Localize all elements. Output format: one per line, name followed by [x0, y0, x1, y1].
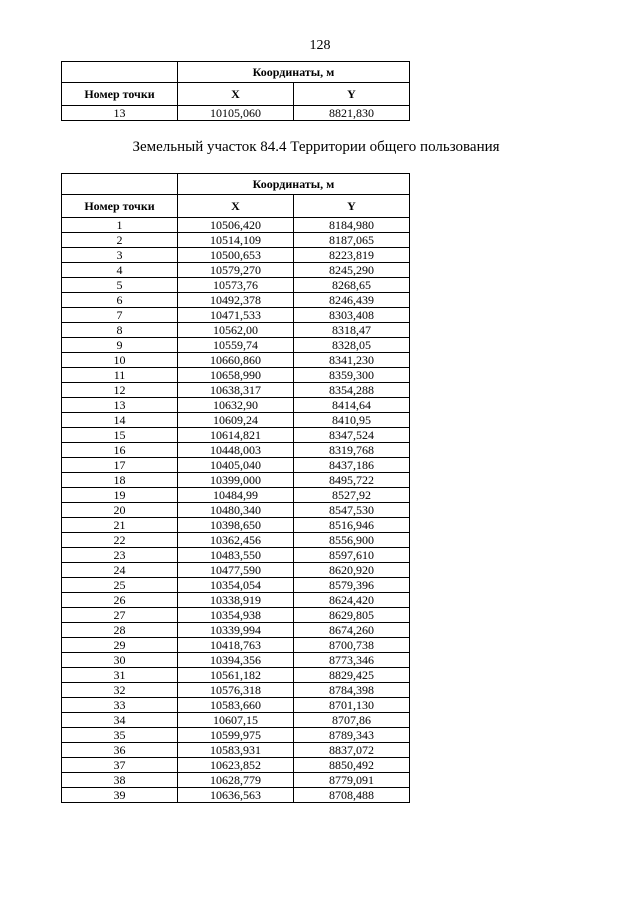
point-number-cell: 17 — [62, 458, 178, 473]
table-row — [62, 563, 410, 578]
x-coordinate-cell: 10338,919 — [178, 593, 294, 608]
point-number-cell: 5 — [62, 278, 178, 293]
x-coordinate-cell: 10362,456 — [178, 533, 294, 548]
x-coordinate-cell: 10599,975 — [178, 728, 294, 743]
table-row — [62, 593, 410, 608]
table-row — [62, 383, 410, 398]
table-row — [62, 728, 410, 743]
point-number-cell: 38 — [62, 773, 178, 788]
x-coordinate-cell: 10628,779 — [178, 773, 294, 788]
y-coordinate-cell: 8597,610 — [294, 548, 410, 563]
x-coordinate-cell: 10105,060 — [178, 106, 294, 121]
table-row — [62, 278, 410, 293]
x-coordinate-cell: 10484,99 — [178, 488, 294, 503]
page-number: 128 — [309, 38, 331, 53]
x-column-header: X — [178, 83, 294, 106]
point-number-cell: 7 — [62, 308, 178, 323]
point-number-cell: 13 — [62, 106, 178, 121]
table-row — [62, 338, 410, 353]
table-row — [62, 743, 410, 758]
section-title: Земельный участок 84.4 Территории общего пользования — [132, 139, 500, 155]
x-coordinate-cell: 10623,852 — [178, 758, 294, 773]
x-coordinate-cell: 10492,378 — [178, 293, 294, 308]
x-coordinate-cell: 10483,550 — [178, 548, 294, 563]
table-row — [62, 788, 410, 803]
y-coordinate-cell: 8437,186 — [294, 458, 410, 473]
x-coordinate-cell: 10471,533 — [178, 308, 294, 323]
x-coordinate-cell: 10583,931 — [178, 743, 294, 758]
table-row — [62, 518, 410, 533]
point-number-cell: 18 — [62, 473, 178, 488]
empty-header-cell — [62, 62, 178, 83]
point-number-cell: 10 — [62, 353, 178, 368]
y-coordinate-cell: 8620,920 — [294, 563, 410, 578]
y-coordinate-cell: 8347,524 — [294, 428, 410, 443]
table-row — [62, 308, 410, 323]
y-coordinate-cell: 8624,420 — [294, 593, 410, 608]
point-number-cell: 28 — [62, 623, 178, 638]
empty-header-cell — [62, 174, 178, 195]
point-number-cell: 1 — [62, 218, 178, 233]
x-coordinate-cell: 10576,318 — [178, 683, 294, 698]
point-number-cell: 12 — [62, 383, 178, 398]
point-number-header: Номер точки — [62, 195, 178, 218]
point-number-cell: 13 — [62, 398, 178, 413]
y-coordinate-cell: 8837,072 — [294, 743, 410, 758]
x-coordinate-cell: 10477,590 — [178, 563, 294, 578]
y-coordinate-cell: 8246,439 — [294, 293, 410, 308]
y-coordinate-cell: 8829,425 — [294, 668, 410, 683]
point-number-cell: 25 — [62, 578, 178, 593]
table-row — [62, 668, 410, 683]
table-row — [62, 218, 410, 233]
point-number-cell: 11 — [62, 368, 178, 383]
x-coordinate-cell: 10614,821 — [178, 428, 294, 443]
x-coordinate-cell: 10660,860 — [178, 353, 294, 368]
x-coordinate-cell: 10561,182 — [178, 668, 294, 683]
y-coordinate-cell: 8708,488 — [294, 788, 410, 803]
point-number-header: Номер точки — [62, 83, 178, 106]
point-number-cell: 31 — [62, 668, 178, 683]
point-number-cell: 26 — [62, 593, 178, 608]
point-number-cell: 29 — [62, 638, 178, 653]
point-number-cell: 15 — [62, 428, 178, 443]
table-row — [62, 623, 410, 638]
x-coordinate-cell: 10339,994 — [178, 623, 294, 638]
point-number-cell: 21 — [62, 518, 178, 533]
x-coordinate-cell: 10394,356 — [178, 653, 294, 668]
point-number-cell: 36 — [62, 743, 178, 758]
point-number-cell: 23 — [62, 548, 178, 563]
x-coordinate-cell: 10399,000 — [178, 473, 294, 488]
table-row — [62, 323, 410, 338]
y-coordinate-cell: 8773,346 — [294, 653, 410, 668]
y-coordinate-cell: 8547,530 — [294, 503, 410, 518]
point-number-cell: 4 — [62, 263, 178, 278]
x-coordinate-cell: 10559,74 — [178, 338, 294, 353]
y-coordinate-cell: 8318,47 — [294, 323, 410, 338]
y-coordinate-cell: 8359,300 — [294, 368, 410, 383]
y-coordinate-cell: 8579,396 — [294, 578, 410, 593]
y-coordinate-cell: 8629,805 — [294, 608, 410, 623]
table-row — [62, 503, 410, 518]
y-coordinate-cell: 8527,92 — [294, 488, 410, 503]
y-column-header: Y — [294, 195, 410, 218]
x-coordinate-cell: 10579,270 — [178, 263, 294, 278]
y-coordinate-cell: 8701,130 — [294, 698, 410, 713]
coordinates-group-header: Координаты, м — [178, 174, 410, 195]
x-coordinate-cell: 10636,563 — [178, 788, 294, 803]
x-coordinate-cell: 10448,003 — [178, 443, 294, 458]
table-row — [62, 683, 410, 698]
table-row — [62, 293, 410, 308]
point-number-cell: 19 — [62, 488, 178, 503]
y-coordinate-cell: 8341,230 — [294, 353, 410, 368]
point-number-cell: 24 — [62, 563, 178, 578]
table-row — [62, 638, 410, 653]
table-row — [62, 758, 410, 773]
table-row — [62, 458, 410, 473]
coordinates-table — [61, 173, 410, 803]
y-coordinate-cell: 8328,05 — [294, 338, 410, 353]
table-row — [62, 548, 410, 563]
table-row — [62, 578, 410, 593]
y-coordinate-cell: 8850,492 — [294, 758, 410, 773]
point-number-cell: 34 — [62, 713, 178, 728]
y-coordinate-cell: 8821,830 — [294, 106, 410, 121]
table-row — [62, 428, 410, 443]
x-coordinate-cell: 10354,938 — [178, 608, 294, 623]
y-coordinate-cell: 8410,95 — [294, 413, 410, 428]
y-coordinate-cell: 8784,398 — [294, 683, 410, 698]
y-coordinate-cell: 8303,408 — [294, 308, 410, 323]
x-coordinate-cell: 10354,054 — [178, 578, 294, 593]
table-row — [62, 398, 410, 413]
y-coordinate-cell: 8779,091 — [294, 773, 410, 788]
y-coordinate-cell: 8556,900 — [294, 533, 410, 548]
y-coordinate-cell: 8245,290 — [294, 263, 410, 278]
y-coordinate-cell: 8187,065 — [294, 233, 410, 248]
x-coordinate-cell: 10658,990 — [178, 368, 294, 383]
table-row — [62, 353, 410, 368]
x-coordinate-cell: 10418,763 — [178, 638, 294, 653]
coordinates-table-continuation — [61, 61, 410, 121]
y-coordinate-cell: 8268,65 — [294, 278, 410, 293]
point-number-cell: 20 — [62, 503, 178, 518]
point-number-cell: 3 — [62, 248, 178, 263]
point-number-cell: 16 — [62, 443, 178, 458]
coordinates-group-header: Координаты, м — [178, 62, 410, 83]
x-coordinate-cell: 10573,76 — [178, 278, 294, 293]
table-row — [62, 413, 410, 428]
point-number-cell: 9 — [62, 338, 178, 353]
y-column-header: Y — [294, 83, 410, 106]
x-column-header: X — [178, 195, 294, 218]
point-number-cell: 14 — [62, 413, 178, 428]
table-row — [62, 248, 410, 263]
point-number-cell: 2 — [62, 233, 178, 248]
x-coordinate-cell: 10500,653 — [178, 248, 294, 263]
point-number-cell: 8 — [62, 323, 178, 338]
point-number-cell: 33 — [62, 698, 178, 713]
x-coordinate-cell: 10480,340 — [178, 503, 294, 518]
point-number-cell: 30 — [62, 653, 178, 668]
y-coordinate-cell: 8707,86 — [294, 713, 410, 728]
y-coordinate-cell: 8223,819 — [294, 248, 410, 263]
point-number-cell: 6 — [62, 293, 178, 308]
x-coordinate-cell: 10638,317 — [178, 383, 294, 398]
table-row — [62, 263, 410, 278]
table-row — [62, 368, 410, 383]
y-coordinate-cell: 8414,64 — [294, 398, 410, 413]
table-row — [62, 233, 410, 248]
table-row — [62, 488, 410, 503]
table-row — [62, 443, 410, 458]
table-row — [62, 698, 410, 713]
y-coordinate-cell: 8516,946 — [294, 518, 410, 533]
point-number-cell: 37 — [62, 758, 178, 773]
table-row — [62, 533, 410, 548]
y-coordinate-cell: 8319,768 — [294, 443, 410, 458]
y-coordinate-cell: 8674,260 — [294, 623, 410, 638]
point-number-cell: 27 — [62, 608, 178, 623]
x-coordinate-cell: 10405,040 — [178, 458, 294, 473]
table-row — [62, 608, 410, 623]
x-coordinate-cell: 10607,15 — [178, 713, 294, 728]
x-coordinate-cell: 10583,660 — [178, 698, 294, 713]
x-coordinate-cell: 10506,420 — [178, 218, 294, 233]
x-coordinate-cell: 10562,00 — [178, 323, 294, 338]
y-coordinate-cell: 8354,288 — [294, 383, 410, 398]
table-row — [62, 106, 410, 121]
point-number-cell: 39 — [62, 788, 178, 803]
table-row — [62, 653, 410, 668]
point-number-cell: 22 — [62, 533, 178, 548]
table-row — [62, 773, 410, 788]
y-coordinate-cell: 8700,738 — [294, 638, 410, 653]
point-number-cell: 32 — [62, 683, 178, 698]
point-number-cell: 35 — [62, 728, 178, 743]
x-coordinate-cell: 10514,109 — [178, 233, 294, 248]
y-coordinate-cell: 8789,343 — [294, 728, 410, 743]
y-coordinate-cell: 8184,980 — [294, 218, 410, 233]
y-coordinate-cell: 8495,722 — [294, 473, 410, 488]
x-coordinate-cell: 10398,650 — [178, 518, 294, 533]
table-row — [62, 473, 410, 488]
x-coordinate-cell: 10632,90 — [178, 398, 294, 413]
x-coordinate-cell: 10609,24 — [178, 413, 294, 428]
table-row — [62, 713, 410, 728]
